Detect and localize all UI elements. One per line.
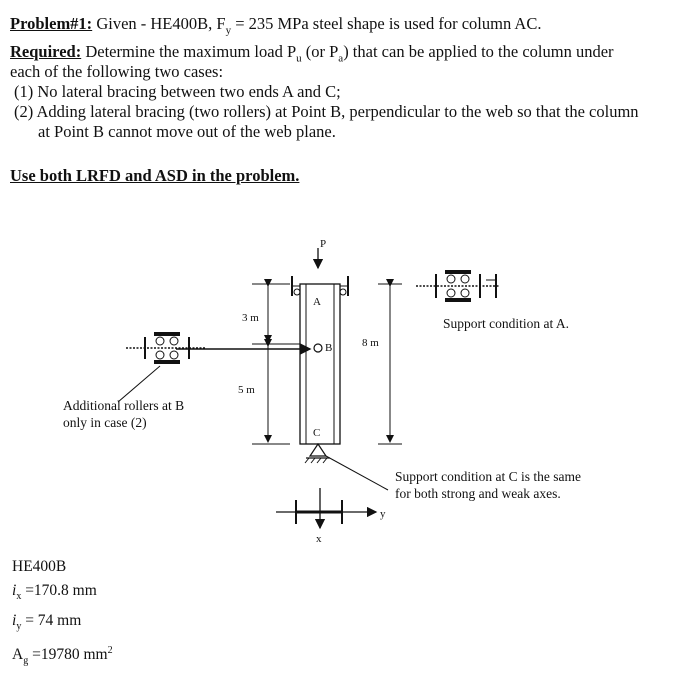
ag-superscript: 2 <box>107 645 113 657</box>
ix-value: =170.8 mm <box>21 582 97 599</box>
support-a-symbol <box>416 270 500 302</box>
fy-subscript: y <box>225 24 232 37</box>
method-note: Use both LRFD and ASD in the problem. <box>10 166 300 185</box>
pu-subscript: u <box>296 52 302 65</box>
problem-intro: Given - HE400B, F <box>92 14 226 33</box>
pa-subscript: a <box>338 52 344 65</box>
load-label: P <box>320 238 327 250</box>
ix-symbol: i <box>12 582 17 599</box>
required-text-c: ) that can be applied to the column under <box>343 42 614 61</box>
dim-bottom-label: 5 m <box>238 384 255 396</box>
rollers-leader <box>118 366 160 402</box>
point-b-marker <box>314 344 322 352</box>
section-properties <box>12 555 113 673</box>
dim-top-label: 3 m <box>242 312 259 324</box>
support-c-caption-line1: Support condition at C is the same <box>395 469 581 484</box>
point-b-label: B <box>325 342 333 354</box>
iy-subscript: y <box>16 621 22 633</box>
support-c-caption-line2: for both strong and weak axes. <box>395 486 561 501</box>
iy-property <box>12 609 113 639</box>
pin-support-c <box>305 444 330 463</box>
rollers-caption-line2: only in case (2) <box>63 415 147 430</box>
problem-intro-rest: = 235 MPa steel shape is used for column AC. <box>231 14 542 33</box>
left-dimension <box>252 284 300 444</box>
problem-label: Problem#1: <box>10 14 93 33</box>
required-label: Required: <box>10 42 82 61</box>
support-a-caption: Support condition at A. <box>443 316 569 331</box>
axis-x-label: x <box>316 533 322 545</box>
ag-subscript: g <box>23 655 29 667</box>
rollers-b-symbol <box>126 332 205 364</box>
point-c-label: C <box>313 427 321 439</box>
support-c-leader <box>326 456 388 490</box>
point-a-label: A <box>313 296 321 308</box>
right-dimension <box>378 284 402 444</box>
case-2-line1: (2) Adding lateral bracing (two rollers) at Point B, perpendicular to the web so that the column <box>14 102 639 121</box>
iy-value: = 74 mm <box>21 612 82 630</box>
iy-symbol: i <box>12 612 17 630</box>
axis-y-label: y <box>380 508 386 520</box>
ag-value: =19780 mm <box>28 646 108 664</box>
required-text-a: Determine the maximum load P <box>81 42 297 61</box>
ag-symbol: A <box>12 646 24 664</box>
required-line2: each of the following two cases: <box>10 62 224 81</box>
section-name: HE400B <box>12 558 67 575</box>
case-1: (1) No lateral bracing between two ends A and C; <box>14 82 341 101</box>
cross-section-axes <box>276 488 376 528</box>
ix-subscript: x <box>16 591 22 603</box>
ix-property <box>12 579 113 609</box>
case-2-line2: at Point B cannot move out of the web plane. <box>38 122 336 141</box>
rollers-caption-line1: Additional rollers at B <box>63 398 185 413</box>
required-text-b: (or P <box>301 42 339 61</box>
dim-total-label: 8 m <box>362 337 379 349</box>
